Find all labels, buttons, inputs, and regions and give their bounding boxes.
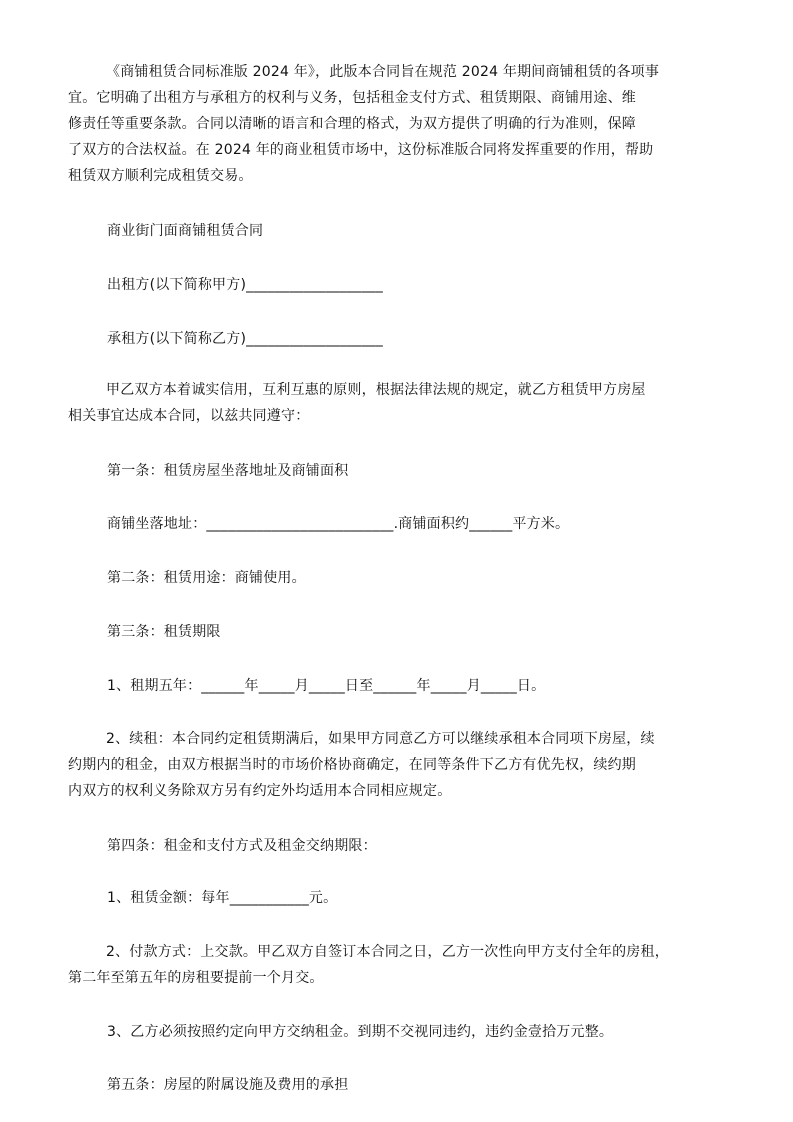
article-3-heading (107, 619, 221, 645)
text-line: 3、乙方必须按照约定向甲方交纳租金。到期不交视同违约，违约金壹拾万元整。 (107, 1024, 614, 1040)
text-line: 第五条：房屋的附属设施及费用的承担 (107, 1077, 349, 1093)
lease-term-field (107, 673, 545, 699)
article-5-heading (107, 1072, 348, 1098)
text-line: 内双方的权利义务除双方另有约定外均适用本合同相应规定。 (68, 783, 452, 799)
text-line: 甲乙双方本着诚实信用，互利互惠的原则，根据法律法规的规定，就乙方租赁甲方房屋 (106, 382, 646, 398)
text-line: 商业街门面商铺租赁合同 (107, 223, 264, 239)
text-line: 1、租赁金额：每年___________元。 (107, 890, 338, 906)
text-line: 2、续租：本合同约定租赁期满后，如果甲方同意乙方可以继续承租本合同项下房屋，续 (106, 731, 655, 747)
text-line: 了双方的合法权益。在 2024 年的商业租赁市场中，这份标准版合同将发挥重要的作用，帮助 (68, 142, 654, 158)
text-line: 商铺坐落地址：__________________________.商铺面积约______平方米。 (107, 516, 570, 532)
text-line: 第四条：租金和支付方式及租金交纳期限： (107, 838, 377, 854)
text-line: 租赁双方顺利完成租赁交易。 (68, 168, 253, 184)
rent-amount-field (107, 885, 337, 911)
text-line: 宜。它明确了出租方与承租方的权利与义务，包括租金支付方式、租赁期限、商铺用途、维 (68, 90, 636, 106)
text-line: 第三条：租赁期限 (107, 624, 221, 640)
text-line: 1、租期五年：______年_____月_____日至______年_____月_____日。 (107, 678, 546, 694)
article-4-heading (107, 833, 377, 859)
text-line: 2、付款方式：上交款。甲乙双方自签订本合同之日，乙方一次性向甲方支付全年的房租， (106, 944, 669, 960)
address-area-field (107, 511, 569, 537)
text-line: 约期内的租金，由双方根据当时的市场价格协商确定，在同等条件下乙方有优先权，续约期 (68, 757, 636, 773)
text-line: 承租方(以下简称乙方)___________________ (107, 331, 383, 347)
text-line: 第一条：租赁房屋坐落地址及商铺面积 (107, 463, 349, 479)
contract-title (107, 218, 263, 244)
text-line: 第二条：租赁用途：商铺使用。 (107, 570, 306, 586)
lessor-field (107, 272, 383, 298)
text-line: 相关事宜达成本合同，以兹共同遵守： (68, 408, 310, 424)
intro-paragraph (68, 59, 659, 189)
late-payment-clause (107, 1019, 613, 1045)
text-line: 第二年至第五年的房租要提前一个月交。 (68, 970, 324, 986)
text-line: 出租方(以下简称甲方)___________________ (107, 277, 383, 293)
preamble-paragraph (68, 377, 646, 429)
payment-method-paragraph (68, 939, 669, 991)
renewal-paragraph (68, 726, 655, 804)
article-2-heading (107, 565, 306, 591)
text-line: 《商铺租赁合同标准版 2024 年》，此版本合同旨在规范 2024 年期间商铺租赁的各项事 (106, 64, 660, 80)
article-1-heading (107, 458, 348, 484)
lessee-field (107, 326, 383, 352)
text-line: 修责任等重要条款。合同以清晰的语言和合理的格式，为双方提供了明确的行为准则，保障 (68, 116, 636, 132)
